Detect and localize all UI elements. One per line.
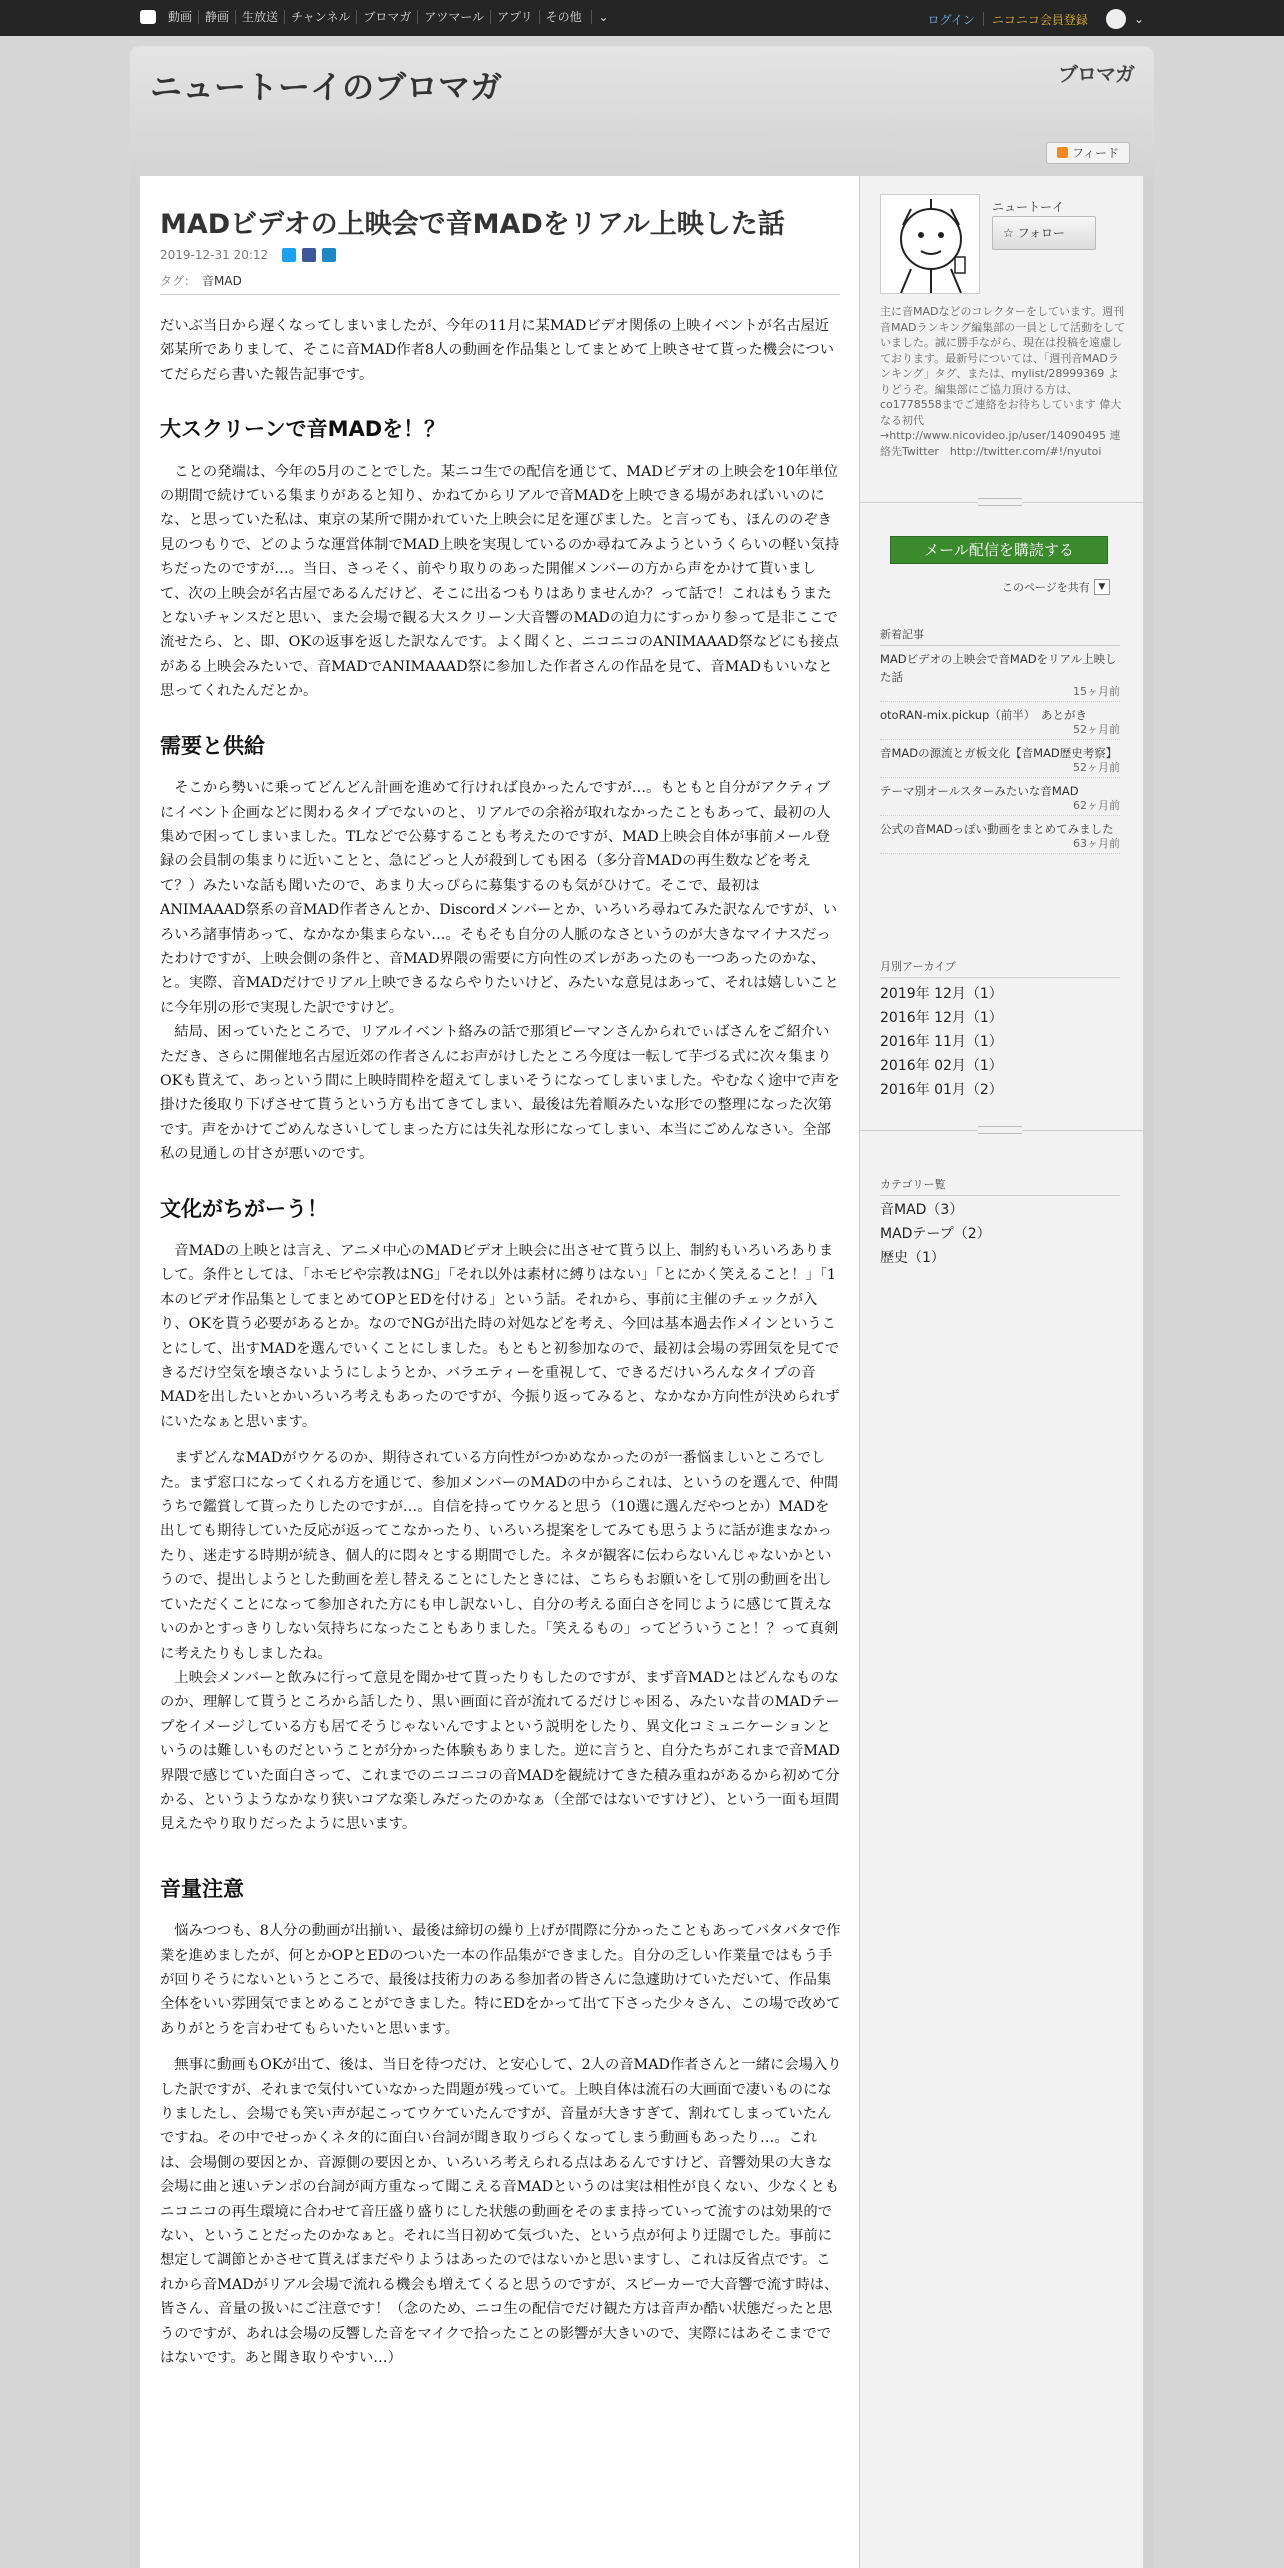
archive-link[interactable]: 2019年 12月（1） bbox=[880, 986, 1003, 1002]
profile-description: 主に音MADなどのコレクターをしています。週刊音MADランキング編集部の一員として活動をしていました。誠に勝手ながら、現在は投稿を遠慮しております。最新号については、「週刊音MADランキング」タグ、または、mylist/28999369 よりどうぞ。編集部にご協力頂ける方は、co1778558までご連絡をお待ちしています 偉大なる初代→http://www.nicovideo.jp/user/14090495 連絡先Twitter http://twitter.com/#!/nyutoi bbox=[880, 305, 1126, 458]
avatar-illustration bbox=[881, 195, 980, 294]
paragraph: 無事に動画もOKが出て、後は、当日を待つだけ、と安心して、2人の音MAD作者さんと一緒に会場入りした訳ですが、それまで気付いていなかった問題が残っていて。上映自体は流石の大画面で凄いものになりましたし、会場でも笑い声が起こってウケていたんですが、音量が大きすぎて、割れてしまっていたんですね。その中でせっかくネタ的に面白い台詞が聞き取りづらくなってしまう動画もあったり…。これは、会場側の要因とか、音源側の要因とか、いろいろ考えられる点はあるんですけど、音響効果の大きな会場に曲と速いテンポの台詞が両方重なって聞こえる音MADというのは実は相性が良くない、少なくともニコニコの再生環境に合わせて音圧盛り盛りにした状態の動画をそのまま持っていって流すのは効果的でない、ということだったのかなぁと。それに当日初めて気づいた、という点が何より迂闊でした。事前に想定して調節とかさせて貰えばまだやりようはあったのではないかと思いますし、これは反省点です。これから音MADがリアル会場で流れる機会も増えてくると思うのですが、スピーカーで大音響で流す時は、皆さん、音量の扱いにご注意です！（念のため、ニコ生の配信でだけ観た方は音声か酷い状態だったと思うのですが、あれは会場の反響した音をマイクで拾ったことの影響が大きいので、実際にはあそこまでではないです。あと聞き取りやすい…） bbox=[160, 2057, 842, 2367]
follow-label: フォロー bbox=[1017, 226, 1065, 240]
share-page-control[interactable] bbox=[1002, 579, 1110, 595]
article-meta bbox=[160, 248, 336, 262]
divider bbox=[860, 1130, 1144, 1131]
nav-video[interactable]: 動画 bbox=[168, 10, 193, 24]
new-articles-title: 新着記事 bbox=[880, 626, 1120, 646]
twitter-icon[interactable] bbox=[282, 248, 296, 262]
nav-more-label: その他 bbox=[545, 10, 582, 24]
relative-time: 15ヶ月前 bbox=[1073, 685, 1120, 698]
article-title[interactable]: MADビデオの上映会で音MADをリアル上映した話 bbox=[160, 209, 785, 240]
global-nav bbox=[168, 10, 621, 24]
facebook-icon[interactable] bbox=[302, 248, 316, 262]
paragraph: まずどんなMADがウケるのか、期待されている方向性がつかめなかったのが一番悩ましいところでした。まず窓口になってくれる方を通じて、参加メンバーのMADの中からこれは、というのを選んで、仲間うちで鑑賞して貰ったりしたのですが…。自信を持ってウケると思う（10選に選んだやつとか）MADを出しても期待していた反応が返ってこなかったり、いろいろ提案をしてみても思うように話が進まなかったり、迷走する時期が続き、個人的に悶々とする期間でした。ネタが観客に伝わらないんじゃないかというので、提出しようとした動画を差し替えることにしたときには、こちらもお願いをして別の動画を出していただくことになって参加された方にも申し訳ないし、自分の考える面白さを同じように感じて貰えないのかとすっきりしない気持ちになったこともありました。「笑えるもの」ってどういうこと！？って真剣に考えたりもしましたね。 bbox=[160, 1450, 839, 1662]
sidebar bbox=[859, 176, 1143, 2568]
nav-more[interactable] bbox=[539, 10, 621, 24]
article-link[interactable]: otoRAN-mix.pickup（前半） あとがき bbox=[880, 708, 1088, 722]
login-link[interactable]: ログイン bbox=[927, 12, 975, 27]
account-area bbox=[928, 9, 1144, 29]
divider bbox=[160, 294, 840, 295]
follow-button[interactable] bbox=[992, 216, 1096, 250]
nav-live[interactable]: 生放送 bbox=[235, 10, 284, 24]
user-avatar-icon[interactable] bbox=[1106, 9, 1126, 29]
archive-title: 月別アーカイブ bbox=[880, 958, 1120, 978]
archive-link[interactable]: 2016年 12月（1） bbox=[880, 1010, 1003, 1026]
nav-seiga[interactable]: 静画 bbox=[198, 10, 235, 24]
tag-link[interactable]: 音MAD bbox=[202, 274, 242, 288]
category-list bbox=[880, 1198, 1120, 1270]
share-page-label: このページを共有 bbox=[1002, 581, 1090, 594]
profile-avatar[interactable] bbox=[880, 194, 980, 294]
divider-notch bbox=[978, 498, 1022, 506]
category-link[interactable]: 音MAD（3） bbox=[880, 1202, 964, 1218]
archive-list bbox=[880, 982, 1120, 1102]
list-item[interactable] bbox=[880, 816, 1120, 854]
article-link[interactable]: MADビデオの上映会で音MADをリアル上映した話 bbox=[880, 652, 1117, 684]
star-icon: ☆ bbox=[1003, 226, 1014, 240]
section-heading: 大スクリーンで音MADを！？ bbox=[160, 417, 446, 442]
register-link[interactable]: ニコニコ会員登録 bbox=[991, 12, 1088, 27]
section-heading: 需要と供給 bbox=[160, 733, 265, 758]
blog-container bbox=[130, 46, 1154, 2568]
article-link[interactable]: テーマ別オールスターみたいな音MAD bbox=[880, 784, 1079, 798]
list-item[interactable] bbox=[880, 778, 1120, 816]
mail-subscribe-button[interactable]: メール配信を購読する bbox=[890, 536, 1108, 564]
paragraph: 上映会メンバーと飲みに行って意見を聞かせて貰ったりもしたのですが、まず音MADとはどんなものなのか、理解して貰うところから話したり、黒い画面に音が流れてるだけじゃ困る、みたいな昔のMADテープをイメージしている方も居てそうじゃないんですよという説明をしたり、異文化コミュニケーションというのは難しいものだということが分かった体験もありました。逆に言うと、自分たちがこれまで音MAD界隈で感じていた面白さって、これまでのニコニコの音MADを観続けてきた積み重ねがあるから初めて分かる、というようなかなり狭いコアな楽しみだったのかなぁ（全部ではないですけど）、という一面も垣間見えたやり取りだったように思います。 bbox=[160, 1669, 840, 1833]
relative-time: 63ヶ月前 bbox=[1073, 837, 1120, 850]
divider-notch bbox=[978, 1126, 1022, 1134]
article-link[interactable]: 音MADの源流とガ板文化【音MAD歴史考察】 bbox=[880, 746, 1118, 760]
article-date: 2019-12-31 20:12 bbox=[160, 248, 269, 262]
feed-button[interactable] bbox=[1046, 142, 1130, 164]
nav-blomaga[interactable]: ブロマガ bbox=[356, 10, 417, 24]
new-articles-list bbox=[880, 646, 1120, 854]
global-nav-bar bbox=[0, 0, 1284, 36]
paragraph: そこから勢いに乗ってどんどん計画を進めて行ければ良かったんですが…。もともと自分がアクティブにイベント企画などに関わるタイプでないのと、リアルでの余裕が取れなかったこともあって、最初の人集めで困ってしまいました。TLなどで公募することも考えたのですが、MAD上映会自体が事前メール登録の会員制の集まりに近いことと、急にどっと人が殺到しても困る（多分音MADの再生数などを考えて？）みたいな話も聞いたので、あまり大っぴらに募集するのも気がひけて。そこで、最初はANIMAAAD祭系の音MAD作者さんとか、Discordメンバーとか、いろいろ尋ねてみた訳なんですが、いろいろ諸事情あって、なかなか集まらない…。そもそも自分の人脈のなさというのが大きなマイナスだったわけですが、上映会側の条件と、音MAD界隈の需要に方向性のズレがあったのも一つあったのかな、と。実際、音MADだけでリアル上映できるならやりたいけど、みたいな意見はあって、それは嬉しいことに今年別の形で実現した訳ですけど。 bbox=[160, 780, 839, 1016]
category-link[interactable]: 歴史（1） bbox=[880, 1250, 945, 1266]
divider bbox=[860, 502, 1144, 503]
share-buttons bbox=[282, 248, 336, 262]
archive-link[interactable]: 2016年 11月（1） bbox=[880, 1034, 1003, 1050]
list-item[interactable] bbox=[880, 702, 1120, 740]
relative-time: 52ヶ月前 bbox=[1073, 723, 1120, 736]
section-heading: 文化がちがーう！ bbox=[160, 1196, 328, 1221]
paragraph: 音MADの上映とは言え、アニメ中心のMADビデオ上映会に出させて貰う以上、制約もいろいろありまして。条件としては、「ホモビや宗教はNG」「それ以外は素材に縛りはない」「とにかく笑えること！」「1本のビデオ作品集としてまとめてOPとEDを付ける」という話。それから、事前に主催のチェックが入り、OKを貰う必要があるとか。なのでNGが出た時の対処などを考え、今回は基本過去作メインということにして、出すMADを選んでいくことにしました。もともと初参加なので、最初は会場の雰囲気を見てできるだけ空気を壊さないようにしようとか、バラエティーを重視して、できるだけいろんなタイプの音MADを出したいとかいろいろ考えもあったのですが、今振り返ってみると、なかなか方向性が決められずにいたなぁと思います。 bbox=[160, 1243, 840, 1430]
list-item[interactable] bbox=[880, 646, 1120, 702]
paragraph: 結局、困っていたところで、リアルイベント絡みの話で那須ピーマンさんかられでぃばさんをご紹介いただき、さらに開催地名古屋近郊の作者さんにお声がけしたところ今度は一転して芋づる式に次々集まりOKも貰えて、あっという間に上映時間枠を超えてしまいそうになってしまいました。やむなく途中で声を掛けた後取り下げさせて貰うという方も出てきてしまい、最後は先着順みたいな形での整理になった次第です。声をかけてごめんなさいしてしまった方には失礼な形になってしまい、本当にごめんなさい。全部私の見通しの甘さが悪いのです。 bbox=[160, 1024, 840, 1163]
dropdown-arrow-icon[interactable]: ▼ bbox=[1094, 579, 1110, 595]
article-card bbox=[140, 176, 859, 2568]
bromaga-logo[interactable]: ブロマガ bbox=[1058, 62, 1134, 86]
article-link[interactable]: 公式の音MADっぽい動画をまとめてみました bbox=[880, 822, 1114, 836]
feed-label: フィード bbox=[1071, 146, 1119, 160]
archive-link[interactable]: 2016年 02月（1） bbox=[880, 1058, 1003, 1074]
niconico-logo-icon[interactable] bbox=[140, 10, 156, 24]
paragraph: 悩みつつも、8人分の動画が出揃い、最後は締切の繰り上げが間際に分かったこともあってバタバタで作業を進めましたが、何とかOPとEDのついた一本の作品集ができました。自分の乏しい作業量ではもう手が回りそうにないというところで、最後は技術力のある参加者の皆さんに急遽助けていただいて、作品集全体をいい雰囲気でまとめることができました。特にEDをかって出て下さった少々さん、この場で改めてありがとうを言わせてもらいたいと思います。 bbox=[160, 1923, 841, 2037]
hatena-bookmark-icon[interactable] bbox=[322, 248, 336, 262]
intro-paragraph: だいぶ当日から遅くなってしまいましたが、今年の11月に某MADビデオ関係の上映イベントが名古屋近郊某所でありまして、そこに音MAD作者8人の動画を作品集としてまとめて上映させて貰った機会についてだらだら書いた報告記事です。 bbox=[160, 318, 835, 383]
rss-icon bbox=[1057, 147, 1068, 158]
list-item[interactable] bbox=[880, 740, 1120, 778]
archive-link[interactable]: 2016年 01月（2） bbox=[880, 1082, 1003, 1098]
relative-time: 62ヶ月前 bbox=[1073, 799, 1120, 812]
category-link[interactable]: MADテープ（2） bbox=[880, 1226, 991, 1242]
profile-name[interactable]: ニュートーイ bbox=[992, 200, 1065, 214]
chevron-down-icon: ⌄ bbox=[591, 10, 614, 24]
nav-atsumaru[interactable]: アツマール bbox=[417, 10, 490, 24]
article-body bbox=[160, 314, 842, 2370]
tag-label: タグ： bbox=[160, 274, 197, 288]
chevron-down-icon[interactable]: ⌄ bbox=[1133, 12, 1144, 26]
category-title: カテゴリー覧 bbox=[880, 1176, 1120, 1196]
divider bbox=[983, 12, 984, 26]
nav-channel[interactable]: チャンネル bbox=[284, 10, 356, 24]
tag-line bbox=[160, 272, 242, 289]
blog-title[interactable]: ニュートーイのブロマガ bbox=[150, 68, 503, 106]
relative-time: 52ヶ月前 bbox=[1073, 761, 1120, 774]
nav-app[interactable]: アプリ bbox=[490, 10, 539, 24]
section-heading: 音量注意 bbox=[160, 1876, 244, 1901]
paragraph: ことの発端は、今年の5月のことでした。某ニコ生での配信を通じて、MADビデオの上映会を10年単位の期間で続けている集まりがあると知り、かねてからリアルで音MADを上映できる場があればいいのにな、と思っていた私は、東京の某所で開かれていた上映会に足を運びました。と言っても、ほんののぞき見のつもりで、どのような運営体制でMAD上映を実現しているのか尋ねてみようというくらいの軽い気持ちだったのですが…。当日、さっそく、前やり取りのあった開催メンバーの方から声をかけて貰いまして、次の上映会が名古屋であるんだけど、そこに出るつもりはありませんか？って話で！これはもうまたとないチャンスだと思い、また会場で観る大スクリーン大音響のMADの迫力にすっかり参って是非ここで流せたら、と、即、OKの返事を返した訳なんです。よく聞くと、ニコニコのANIMAAAD祭などにも接点がある上映会みたいで、音MADでANIMAAAD祭に参加した作者さんの作品を見て、音MADもいいなと思ってくれたんだとか。 bbox=[160, 463, 840, 700]
